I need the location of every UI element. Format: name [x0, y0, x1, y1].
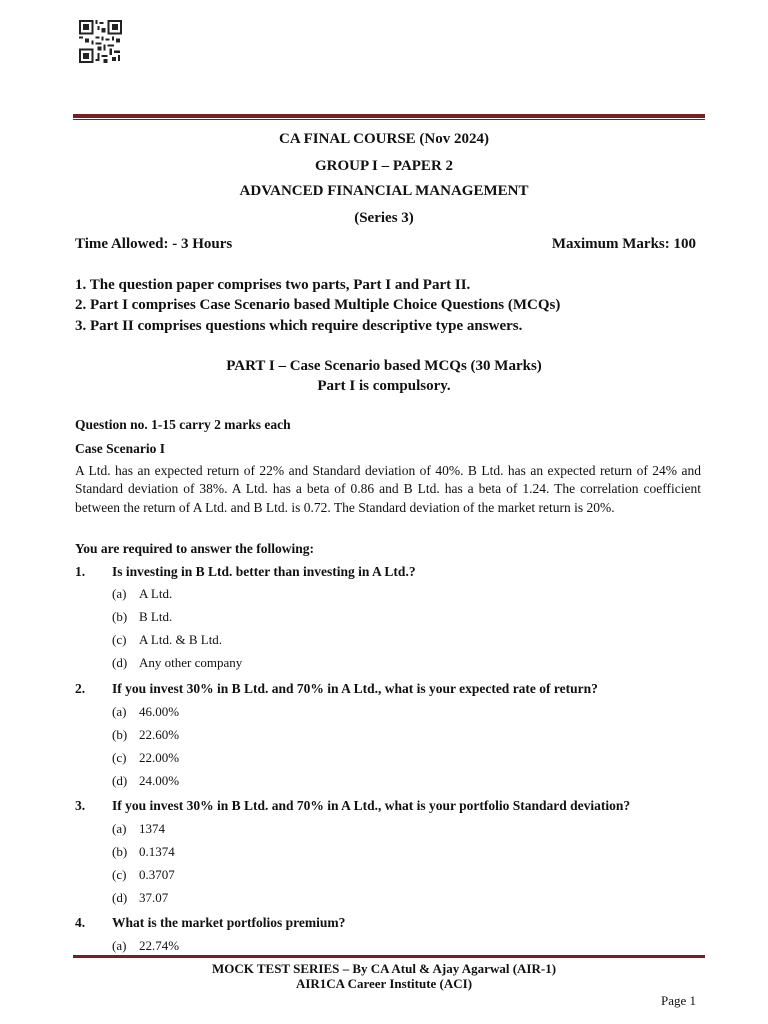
question-number: 2.	[75, 681, 86, 696]
option-text: B Ltd.	[139, 609, 173, 624]
option-label: (b)	[112, 609, 128, 624]
course-title: CA FINAL COURSE (Nov 2024)	[278, 131, 489, 147]
option-label: (c)	[112, 867, 127, 882]
option-text: 22.60%	[139, 727, 180, 742]
series-label: (Series 3)	[354, 210, 414, 226]
option-label: (a)	[112, 586, 127, 601]
case-title: Case Scenario I	[75, 441, 165, 456]
option-text: 22.00%	[139, 750, 180, 765]
option-text: A Ltd.	[139, 586, 173, 601]
option-text: 24.00%	[139, 773, 180, 788]
qr-code-image	[79, 20, 122, 63]
option-text: 22.74%	[139, 938, 180, 953]
instruction-item: 3. Part II comprises questions which require descriptive type answers.	[75, 318, 523, 334]
question-text: If you invest 30% in B Ltd. and 70% in A Ltd., what is your portfolio Standard deviation?	[112, 798, 631, 813]
paper-group: GROUP I – PAPER 2	[314, 158, 454, 174]
page-number: Page 1	[661, 993, 697, 1008]
option-label: (a)	[112, 704, 127, 719]
subject-title: ADVANCED FINANCIAL MANAGEMENT	[239, 183, 529, 199]
option-text: Any other company	[139, 655, 243, 670]
maximum-marks: Maximum Marks: 100	[551, 236, 696, 252]
question-text: Is investing in B Ltd. better than investing in A Ltd.?	[112, 564, 416, 579]
footer-series: MOCK TEST SERIES – By CA Atul & Ajay Agarwal (AIR-1)	[211, 961, 557, 976]
footer-divider	[73, 955, 705, 958]
option-label: (b)	[112, 844, 128, 859]
option-label: (d)	[112, 773, 128, 788]
option-label: (c)	[112, 632, 127, 647]
option-text: 1374	[139, 821, 165, 836]
part-subtitle: Part I is compulsory.	[317, 378, 451, 394]
option-label: (d)	[112, 655, 128, 670]
instruction-item: 1. The question paper comprises two parts, Part I and Part II.	[75, 277, 471, 293]
option-label: (b)	[112, 727, 128, 742]
case-scenario-text: A Ltd. has an expected return of 22% and Standard deviation of 40%. B Ltd. has an expected return of 24% and Standard deviation of 38%. A Ltd. has a beta of 0.86 and B Ltd. has a beta of 1.24. The correlation coefficient between the return of A Ltd. and B Ltd. is 0.72. The Standard deviation of the market return is 20%.	[75, 463, 701, 515]
option-label: (a)	[112, 938, 127, 953]
option-text: 0.3707	[139, 867, 175, 882]
question-number: 4.	[75, 915, 86, 930]
option-label: (c)	[112, 750, 127, 765]
time-allowed: Time Allowed: - 3 Hours	[75, 236, 233, 252]
option-text: 0.1374	[139, 844, 175, 859]
option-label: (a)	[112, 821, 127, 836]
required-note: You are required to answer the following:	[75, 541, 314, 556]
marks-note: Question no. 1-15 carry 2 marks each	[75, 417, 291, 432]
option-text: 37.07	[139, 890, 169, 905]
header-divider	[73, 114, 705, 118]
option-text: A Ltd. & B Ltd.	[139, 632, 223, 647]
footer-institute: AIR1CA Career Institute (ACI)	[295, 976, 473, 991]
header-divider-thin	[73, 119, 705, 120]
question-text: What is the market portfolios premium?	[112, 915, 346, 930]
part-title: PART I – Case Scenario based MCQs (30 Marks)	[226, 358, 542, 374]
instruction-item: 2. Part I comprises Case Scenario based Multiple Choice Questions (MCQs)	[75, 297, 561, 313]
question-number: 3.	[75, 798, 86, 813]
option-label: (d)	[112, 890, 128, 905]
question-text: If you invest 30% in B Ltd. and 70% in A Ltd., what is your expected rate of return?	[112, 681, 598, 696]
question-number: 1.	[75, 564, 86, 579]
option-text: 46.00%	[139, 704, 180, 719]
